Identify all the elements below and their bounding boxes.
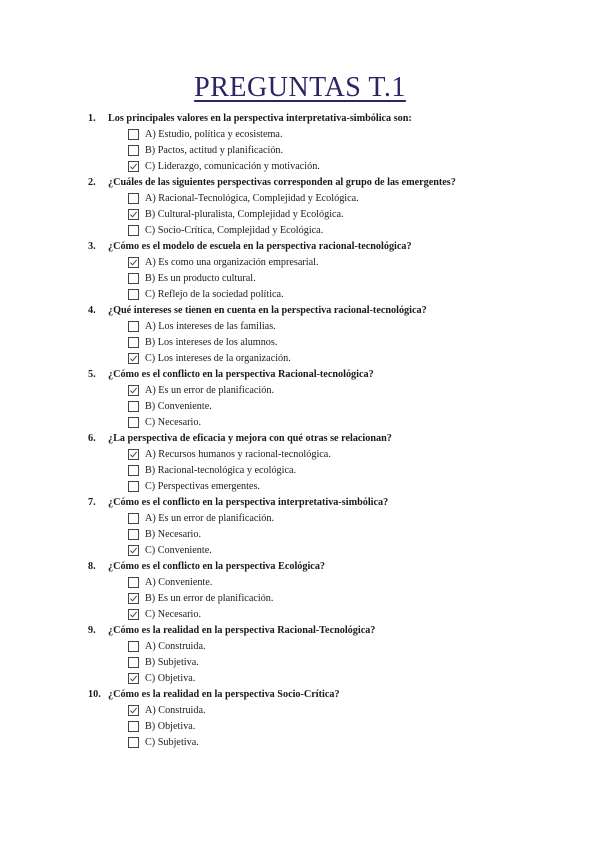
question-number: 5. <box>88 368 96 380</box>
checkbox-icon[interactable] <box>128 321 139 332</box>
answer-option[interactable] <box>128 350 588 366</box>
answer-option-label: C) Reflejo de la sociedad política. <box>145 288 284 300</box>
answer-option-label: C) Objetiva. <box>145 672 196 684</box>
question-6 <box>88 430 588 494</box>
question-text: ¿Cómo es la realidad en la perspectiva Racional-Tecnológica? <box>108 624 376 636</box>
checkbox-icon[interactable] <box>128 417 139 428</box>
question-text: ¿Cómo es la realidad en la perspectiva Socio-Crítica? <box>108 688 340 700</box>
question-2 <box>88 174 588 238</box>
checkbox-icon[interactable] <box>128 337 139 348</box>
checked-checkbox-icon[interactable] <box>128 705 139 716</box>
question-heading <box>88 238 588 254</box>
question-number: 9. <box>88 624 96 636</box>
answer-option[interactable] <box>128 286 588 302</box>
question-heading <box>88 366 588 382</box>
question-10 <box>88 686 588 750</box>
question-9 <box>88 622 588 686</box>
answer-option-label: C) Liderazgo, comunicación y motivación. <box>145 160 320 172</box>
answer-option[interactable] <box>128 190 588 206</box>
checked-checkbox-icon[interactable] <box>128 449 139 460</box>
answer-option-label: C) Subjetiva. <box>145 736 199 748</box>
question-8 <box>88 558 588 622</box>
answer-option-label: A) Construida. <box>145 704 206 716</box>
question-number: 10. <box>88 688 101 700</box>
question-number: 1. <box>88 112 96 124</box>
answer-option-label: C) Socio-Crítica, Complejidad y Ecológica. <box>145 224 324 236</box>
question-heading <box>88 430 588 446</box>
page-title-text: PREGUNTAS T.1 <box>194 72 406 103</box>
answer-option[interactable] <box>128 526 588 542</box>
checked-checkbox-icon[interactable] <box>128 385 139 396</box>
checkbox-icon[interactable] <box>128 657 139 668</box>
answer-option-label: B) Objetiva. <box>145 720 196 732</box>
question-heading <box>88 302 588 318</box>
question-text: ¿Cómo es el conflicto en la perspectiva interpretativa-simbólica? <box>108 496 389 508</box>
answer-option[interactable] <box>128 446 588 462</box>
question-number: 7. <box>88 496 96 508</box>
answer-option[interactable] <box>128 510 588 526</box>
answer-option-label: C) Los intereses de la organización. <box>145 352 291 364</box>
answer-option-label: C) Conveniente. <box>145 544 212 556</box>
answer-option-label: A) Construida. <box>145 640 206 652</box>
checked-checkbox-icon[interactable] <box>128 609 139 620</box>
checkbox-icon[interactable] <box>128 225 139 236</box>
checkbox-icon[interactable] <box>128 481 139 492</box>
answer-option[interactable] <box>128 414 588 430</box>
checkbox-icon[interactable] <box>128 289 139 300</box>
question-text: ¿Cómo es el modelo de escuela en la perspectiva racional-tecnológica? <box>108 240 412 252</box>
question-heading <box>88 622 588 638</box>
question-text: ¿Qué intereses se tienen en cuenta en la perspectiva racional-tecnológica? <box>108 304 427 316</box>
answer-option-label: A) Recursos humanos y racional-tecnológica. <box>145 448 331 460</box>
checkbox-icon[interactable] <box>128 641 139 652</box>
answer-option-label: A) Es un error de planificación. <box>145 512 274 524</box>
answer-option[interactable] <box>128 542 588 558</box>
question-1 <box>88 110 588 174</box>
question-heading <box>88 494 588 510</box>
question-heading <box>88 174 588 190</box>
answer-option[interactable] <box>128 270 588 286</box>
answer-option-label: B) Los intereses de los alumnos. <box>145 336 278 348</box>
answer-option[interactable] <box>128 590 588 606</box>
checkbox-icon[interactable] <box>128 529 139 540</box>
page-title <box>0 72 600 104</box>
answer-option[interactable] <box>128 702 588 718</box>
answer-option[interactable] <box>128 126 588 142</box>
answer-option-label: A) Es un error de planificación. <box>145 384 274 396</box>
answer-option[interactable] <box>128 382 588 398</box>
answer-option-label: B) Cultural-pluralista, Complejidad y Ecológica. <box>145 208 344 220</box>
question-text: ¿La perspectiva de eficacia y mejora con qué otras se relacionan? <box>108 432 392 444</box>
question-text: ¿Cómo es el conflicto en la perspectiva Racional-tecnológica? <box>108 368 374 380</box>
answer-option-label: A) Los intereses de las familias. <box>145 320 276 332</box>
checked-checkbox-icon[interactable] <box>128 673 139 684</box>
question-5 <box>88 366 588 430</box>
checked-checkbox-icon[interactable] <box>128 593 139 604</box>
question-heading <box>88 686 588 702</box>
answer-option-label: A) Estudio, política y ecosistema. <box>145 128 283 140</box>
answer-option-label: B) Es un error de planificación. <box>145 592 274 604</box>
answer-option-label: C) Necesario. <box>145 608 202 620</box>
answer-option[interactable] <box>128 654 588 670</box>
checkbox-icon[interactable] <box>128 273 139 284</box>
checked-checkbox-icon[interactable] <box>128 353 139 364</box>
answer-option[interactable] <box>128 398 588 414</box>
answer-option[interactable] <box>128 574 588 590</box>
answer-option-label: C) Perspectivas emergentes. <box>145 480 260 492</box>
question-7 <box>88 494 588 558</box>
answer-option[interactable] <box>128 670 588 686</box>
answer-option[interactable] <box>128 606 588 622</box>
checkbox-icon[interactable] <box>128 721 139 732</box>
question-text: Los principales valores en la perspectiva interpretativa-simbólica son: <box>108 112 412 124</box>
answer-option-label: A) Racional-Tecnológica, Complejidad y Ecológica. <box>145 192 359 204</box>
question-number: 8. <box>88 560 96 572</box>
checkbox-icon[interactable] <box>128 193 139 204</box>
answer-option-label: B) Conveniente. <box>145 400 212 412</box>
checked-checkbox-icon[interactable] <box>128 257 139 268</box>
checkbox-icon[interactable] <box>128 513 139 524</box>
answer-option[interactable] <box>128 462 588 478</box>
checkbox-icon[interactable] <box>128 737 139 748</box>
answer-option-label: C) Necesario. <box>145 416 202 428</box>
answer-option[interactable] <box>128 142 588 158</box>
answer-option[interactable] <box>128 318 588 334</box>
question-number: 4. <box>88 304 96 316</box>
answer-option[interactable] <box>128 478 588 494</box>
checkbox-icon[interactable] <box>128 465 139 476</box>
answer-option[interactable] <box>128 718 588 734</box>
question-heading <box>88 558 588 574</box>
checkbox-icon[interactable] <box>128 401 139 412</box>
question-text: ¿Cómo es el conflicto en la perspectiva Ecológica? <box>108 560 326 572</box>
question-heading <box>88 110 588 126</box>
checkbox-icon[interactable] <box>128 145 139 156</box>
answer-option-label: B) Necesario. <box>145 528 202 540</box>
checkbox-icon[interactable] <box>128 577 139 588</box>
question-list <box>88 110 588 750</box>
question-number: 2. <box>88 176 96 188</box>
answer-option-label: B) Racional-tecnológica y ecológica. <box>145 464 297 476</box>
question-4 <box>88 302 588 366</box>
answer-option[interactable] <box>128 206 588 222</box>
answer-option-label: B) Es un producto cultural. <box>145 272 256 284</box>
checked-checkbox-icon[interactable] <box>128 545 139 556</box>
answer-option[interactable] <box>128 222 588 238</box>
checked-checkbox-icon[interactable] <box>128 161 139 172</box>
checkbox-icon[interactable] <box>128 129 139 140</box>
question-3 <box>88 238 588 302</box>
answer-option-label: B) Pactos, actitud y planificación. <box>145 144 284 156</box>
answer-option[interactable] <box>128 638 588 654</box>
answer-option[interactable] <box>128 734 588 750</box>
answer-option[interactable] <box>128 334 588 350</box>
question-text: ¿Cuáles de las siguientes perspectivas corresponden al grupo de las emergentes? <box>108 176 456 188</box>
question-number: 6. <box>88 432 96 444</box>
question-number: 3. <box>88 240 96 252</box>
answer-option-label: B) Subjetiva. <box>145 656 199 668</box>
checked-checkbox-icon[interactable] <box>128 209 139 220</box>
answer-option-label: A) Conveniente. <box>145 576 213 588</box>
answer-option[interactable] <box>128 254 588 270</box>
answer-option[interactable] <box>128 158 588 174</box>
answer-option-label: A) Es como una organización empresarial. <box>145 256 319 268</box>
